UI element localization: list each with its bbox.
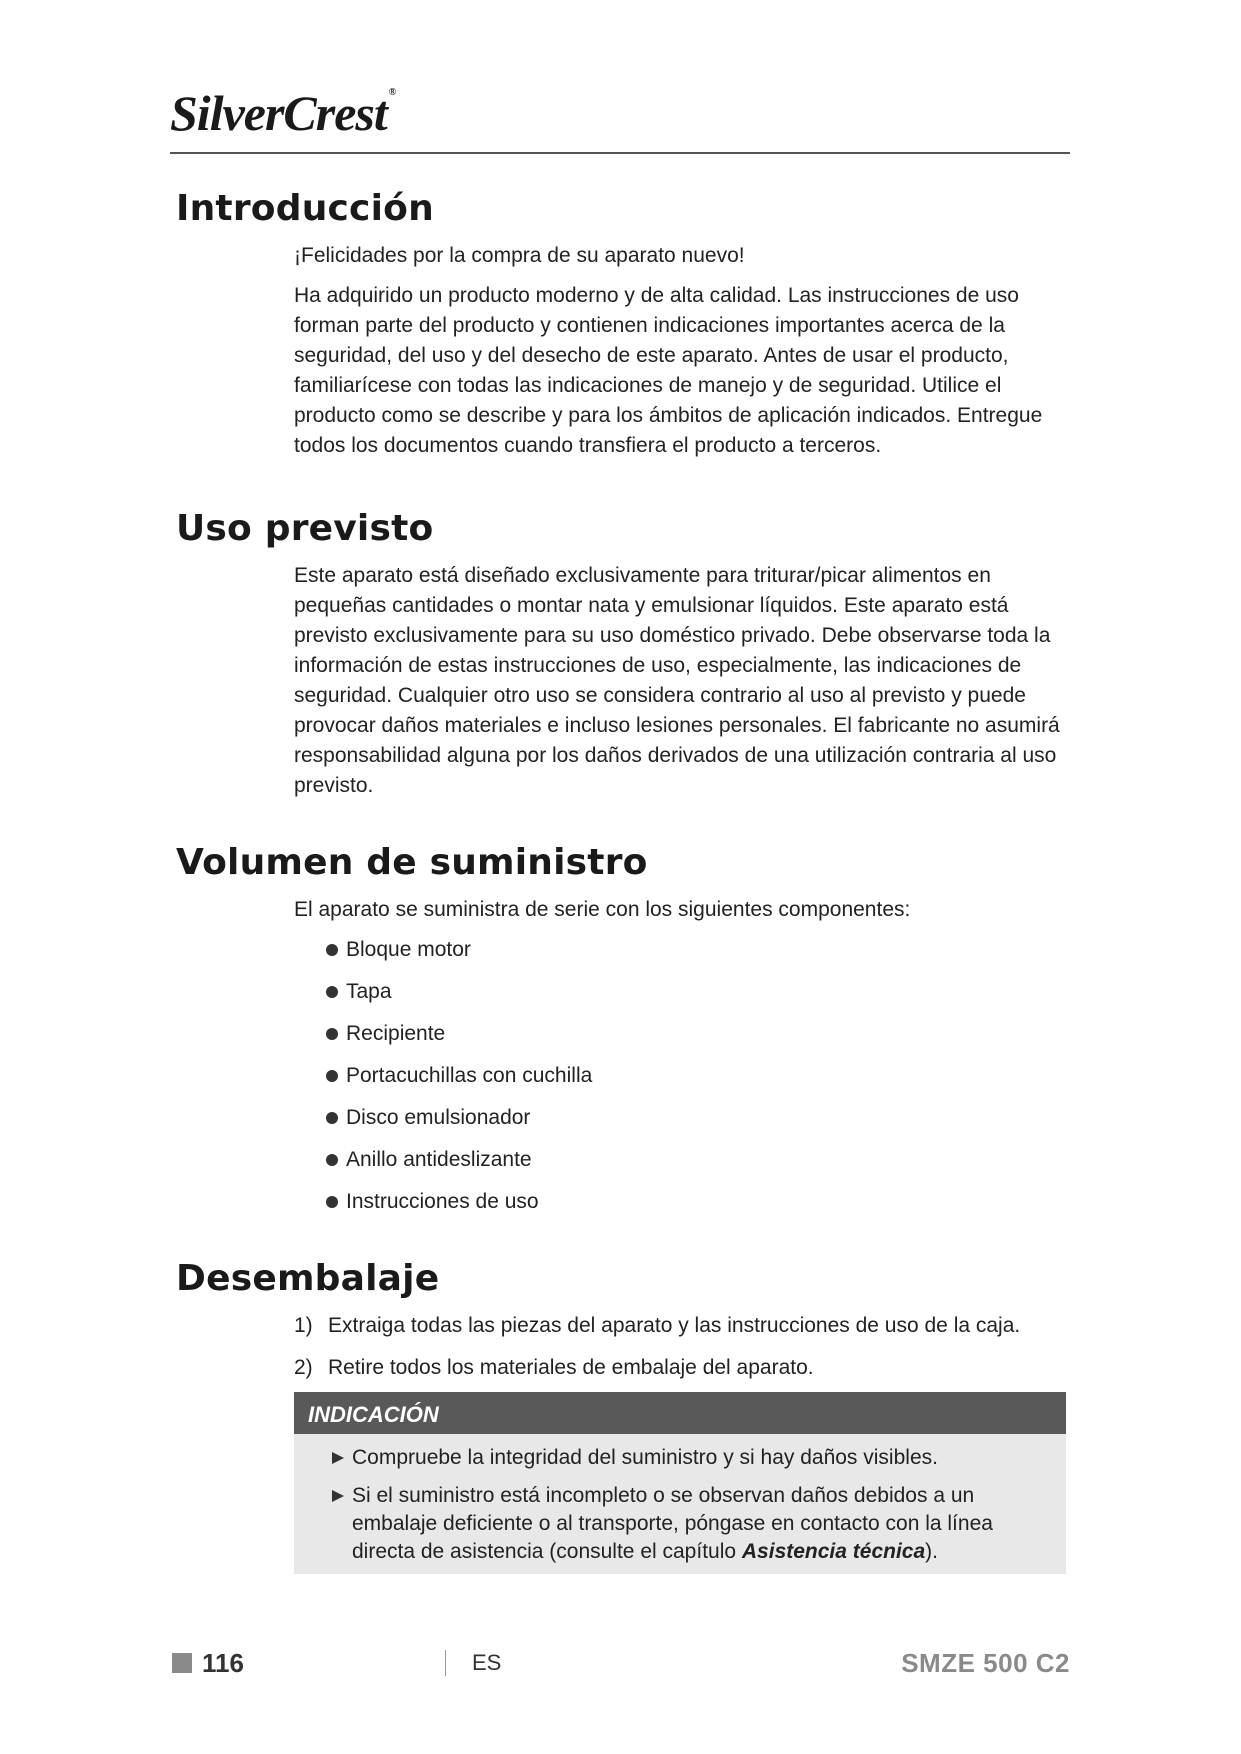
list-item: Disco emulsionador: [326, 1103, 1069, 1145]
components-list: [326, 935, 1069, 1229]
note-item: Compruebe la integridad del suministro y si hay daños visibles.: [294, 1434, 1066, 1472]
paragraph: El aparato se suministra de serie con los siguientes componentes:: [294, 898, 911, 921]
section-title: Volumen de suministro: [176, 842, 648, 883]
arrow-right-icon: [332, 1490, 344, 1502]
footer-divider: [445, 1650, 446, 1676]
note-box: [294, 1392, 1066, 1574]
list-item: Portacuchillas con cuchilla: [326, 1061, 1069, 1103]
list-item: Bloque motor: [326, 935, 1069, 977]
arrow-right-icon: [332, 1452, 344, 1464]
section-volumen-suministro: [176, 842, 1076, 1229]
list-item: Recipiente: [326, 1019, 1069, 1061]
bullet-icon: [326, 1154, 338, 1166]
bullet-icon: [326, 1196, 338, 1208]
model-number: SMZE 500 C2: [901, 1648, 1070, 1678]
section-title: Introducción: [176, 188, 434, 229]
note-heading: INDICACIÓN: [294, 1392, 1066, 1434]
section-uso-previsto: [176, 508, 1076, 811]
step-item: 2) Retire todos los materiales de embalaje del aparato.: [294, 1356, 814, 1379]
chapter-reference: Asistencia técnica: [741, 1540, 926, 1563]
bullet-icon: [326, 1112, 338, 1124]
paragraph: Ha adquirido un producto moderno y de alta calidad. Las instrucciones de uso forman parte del producto y contienen indicaciones importantes acerca de la seguridad, del uso y del desecho de este aparato. Antes de usar el producto, familiarícese con todas las indicaciones de manejo y de seguridad. Utilice el producto como se describe y para los ámbitos de aplicación indicados. Entregue todos los documentos cuando transfiera el producto a terceros.: [294, 284, 1043, 457]
list-item: Instrucciones de uso: [326, 1187, 1069, 1229]
square-icon: [172, 1653, 192, 1673]
bullet-icon: [326, 944, 338, 956]
bullet-icon: [326, 1070, 338, 1082]
paragraph: ¡Felicidades por la compra de su aparato nuevo!: [294, 244, 745, 267]
step-item: 1) Extraiga todas las piezas del aparato y las instrucciones de uso de la caja.: [294, 1314, 1021, 1337]
header-divider: [170, 152, 1070, 154]
list-item: Tapa: [326, 977, 1069, 1019]
bullet-icon: [326, 1028, 338, 1040]
brand-logo: SilverCrest ®: [170, 85, 396, 141]
section-desembalaje: [176, 1258, 1076, 1395]
steps-list: [294, 1311, 1069, 1383]
section-title: Desembalaje: [176, 1258, 440, 1299]
section-title: Uso previsto: [176, 508, 434, 549]
language-code: ES: [472, 1650, 502, 1675]
bullet-icon: [326, 986, 338, 998]
list-item: Anillo antideslizante: [326, 1145, 1069, 1187]
page-number: 116: [202, 1648, 244, 1678]
section-introduccion: [176, 188, 1076, 471]
note-item: Si el suministro está incompleto o se observan daños debidos a un embalaje deficiente o al transporte, póngase en contacto con la línea directa de asistencia (consulte el capítulo Asistencia técnica).: [294, 1472, 1066, 1566]
paragraph: Este aparato está diseñado exclusivamente para triturar/picar alimentos en pequeñas cantidades o montar nata y emulsionar líquidos. Este aparato está previsto exclusivamente para su uso doméstico privado. Debe observarse toda la información de estas instrucciones de uso, especialmente, las indicaciones de seguridad. Cualquier otro uso se considera contrario al uso al previsto y puede provocar daños materiales e incluso lesiones personales. El fabricante no asumirá responsabilidad alguna por los daños derivados de una utilización contraria al uso previsto.: [294, 564, 1060, 797]
page-footer: [172, 1648, 1070, 1678]
